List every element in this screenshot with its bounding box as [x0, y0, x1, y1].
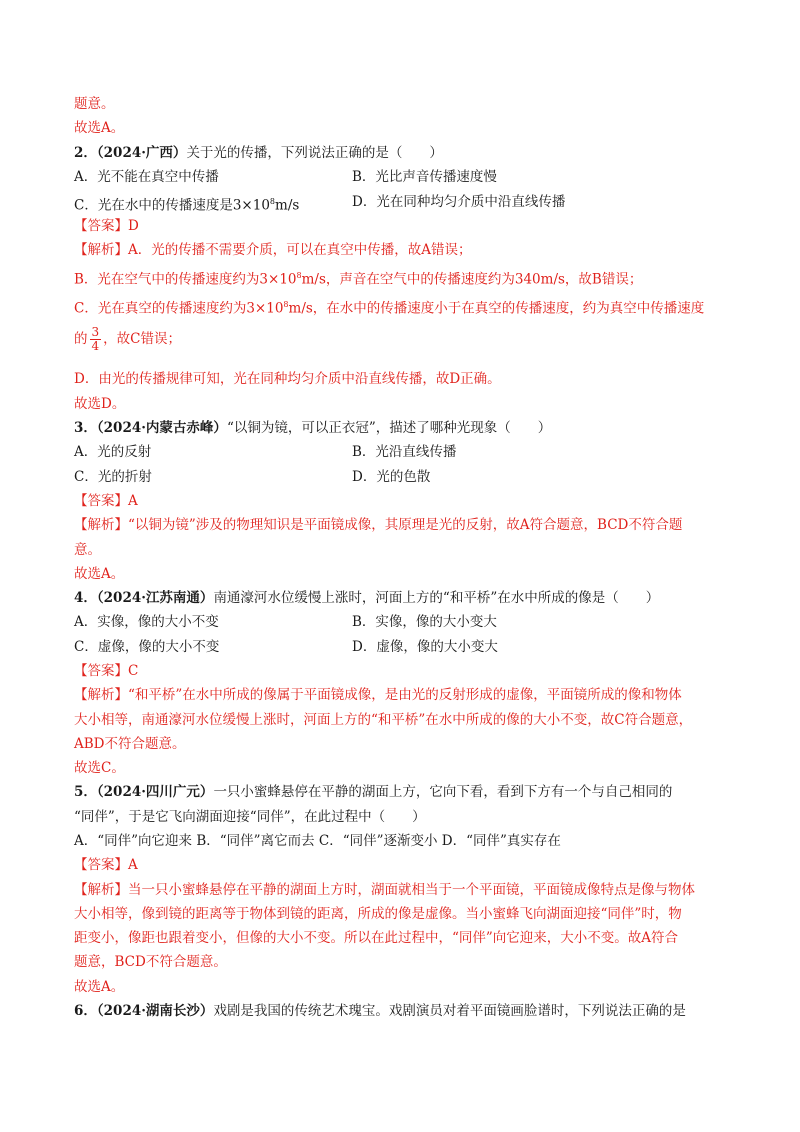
q5-explanation-1 [74, 880, 695, 900]
q3-number: 3． [74, 420, 97, 436]
q2-explanation-1 [74, 240, 472, 260]
q3-explanation-1-text: “以铜为镜”涉及的物理知识是平面镜成像，其原理是光的反射，故A符合题意，BCD不符合题 [128, 517, 683, 533]
q3-option-a: A．光的反射 [74, 444, 152, 460]
q3-option-b: B．光沿直线传播 [352, 444, 457, 460]
q2-explanation-2-tail: m/s，声音在空气中的传播速度约为340m/s，故B错误； [301, 271, 643, 288]
q4-explanation-3: ABD不符合题意。 [74, 736, 186, 752]
q2-option-a: A．光不能在真空中传播 [74, 169, 219, 185]
q2-explanation-2-text: B．光在空气中的传播速度约为3×10 [74, 271, 297, 288]
q2-option-c [74, 192, 299, 216]
q3-answer: 【答案】A [74, 493, 138, 509]
q2-selection: 故选D。 [74, 396, 126, 412]
q2-stem [74, 143, 443, 163]
q2-explanation-3-tail: m/s，在水中的传播速度小于在真空的传播速度，约为真空中传播速度 [288, 300, 705, 317]
q2-explanation-3-exponent: 8 [283, 300, 289, 309]
q2-source: （2024·广西） [96, 145, 187, 161]
q2-explanation-tag: 【解析】 [74, 242, 128, 258]
q1-explanation-tail: 题意。 [74, 96, 115, 112]
q4-option-b: B．实像，像的大小变大 [352, 614, 497, 630]
q2-explanation-3-text: C．光在真空的传播速度约为3×10 [74, 300, 284, 317]
q5-explanation-3: 距变小，像距也跟着变小，但像的大小不变。所以在此过程中，“同伴”向它迎来，大小不变。故A符合 [74, 930, 679, 946]
q2-explanation-3 [74, 295, 704, 319]
q6-source: （2024·湖南长沙） [96, 1003, 214, 1019]
q5-options: A．“同伴”向它迎来 B．“同伴”离它而去 C．“同伴”逐渐变小 D．“同伴”真实存在 [74, 833, 561, 849]
q5-explanation-1-text: 当一只小蜜蜂悬停在平静的湖面上方时，湖面就相当于一个平面镜，平面镜成像特点是像与物体 [128, 882, 695, 898]
q6-stem-text: 戏剧是我国的传统艺术瑰宝。戏剧演员对着平面镜画脸谱时，下列说法正确的是 [213, 1003, 686, 1019]
q4-explanation-1-text: “和平桥”在水中所成的像属于平面镜成像，是由光的反射形成的虚像，平面镜所成的像和物体 [128, 687, 682, 703]
q4-explanation-1 [74, 685, 682, 705]
q4-explanation-2: 大小相等，南通濠河水位缓慢上涨时，河面上方的“和平桥”在水中所成的像的大小不变，故C符合题意， [74, 712, 693, 728]
q3-stem-text: “以铜为镜，可以正衣冠”，描述了哪种光现象（ ） [226, 420, 552, 436]
q2-explanation-2-exponent: 8 [296, 271, 302, 280]
q3-stem [74, 418, 551, 438]
q4-stem [74, 588, 659, 608]
q3-option-d: D．光的色散 [352, 469, 431, 485]
fraction-denominator: 4 [91, 339, 100, 353]
q5-number: 5． [74, 784, 97, 800]
q2-stem-text: 关于光的传播，下列说法正确的是（ ） [186, 145, 443, 161]
q5-stem-1 [74, 782, 672, 802]
q2-explanation-4-text: 的 [74, 331, 88, 347]
q3-explanation-1 [74, 515, 682, 535]
q2-option-d: D．光在同种均匀介质中沿直线传播 [352, 194, 566, 210]
q2-number: 2． [74, 145, 97, 161]
q2-option-b: B．光比声音传播速度慢 [352, 169, 497, 185]
q3-explanation-tag: 【解析】 [74, 517, 128, 533]
q4-answer: 【答案】C [74, 663, 139, 679]
q5-answer: 【答案】A [74, 857, 138, 873]
q4-explanation-tag: 【解析】 [74, 687, 128, 703]
q2-option-c-unit: m/s [275, 197, 300, 214]
q5-explanation-tag: 【解析】 [74, 882, 128, 898]
q6-stem [74, 1001, 686, 1021]
q5-explanation-4: 题意，BCD不符合题意。 [74, 954, 227, 970]
q1-selection: 故选A。 [74, 120, 125, 136]
q2-option-c-exponent: 8 [269, 197, 276, 206]
q3-option-c: C．光的折射 [74, 469, 152, 485]
fraction-numerator: 3 [91, 325, 100, 339]
q2-answer: 【答案】D [74, 218, 139, 234]
q2-explanation-2 [74, 266, 642, 290]
q3-explanation-2: 意。 [74, 542, 101, 558]
q5-stem-text: 一只小蜜蜂悬停在平静的湖面上方，它向下看，看到下方有一个与自己相同的 [213, 784, 673, 800]
q5-selection: 故选A。 [74, 979, 125, 995]
q4-selection: 故选C。 [74, 760, 125, 776]
q2-explanation-4-tail: ，故C错误； [103, 331, 181, 347]
q4-source: （2024·江苏南通） [96, 590, 214, 606]
q2-explanation-4 [74, 326, 181, 353]
q4-number: 4． [74, 590, 97, 606]
q5-source: （2024·四川广元） [96, 784, 214, 800]
q3-selection: 故选A。 [74, 566, 125, 582]
q2-explanation-1-text: A．光的传播不需要介质，可以在真空中传播，故A错误； [128, 242, 472, 258]
q4-option-c: C．虚像，像的大小不变 [74, 639, 220, 655]
q5-stem-2: “同伴”，于是它飞向湖面迎接“同伴”，在此过程中（ ） [74, 809, 426, 825]
q6-number: 6． [74, 1003, 97, 1019]
q5-explanation-2: 大小相等，像到镜的距离等于物体到镜的距离，所成的像是虚像。当小蜜蜂飞向湖面迎接“同伴”时，物 [74, 906, 682, 922]
q4-option-a: A．实像，像的大小不变 [74, 614, 219, 630]
q2-option-c-text: C．光在水中的传播速度是3×10 [74, 197, 270, 214]
q2-explanation-5: D．由光的传播规律可知，光在同种均匀介质中沿直线传播，故D正确。 [74, 371, 501, 387]
fraction-three-quarters [90, 326, 102, 353]
q3-source: （2024·内蒙古赤峰） [96, 420, 227, 436]
q4-option-d: D．虚像，像的大小变大 [352, 639, 498, 655]
q4-stem-text: 南通濠河水位缓慢上涨时，河面上方的“和平桥”在水中所成的像是（ ） [213, 590, 660, 606]
